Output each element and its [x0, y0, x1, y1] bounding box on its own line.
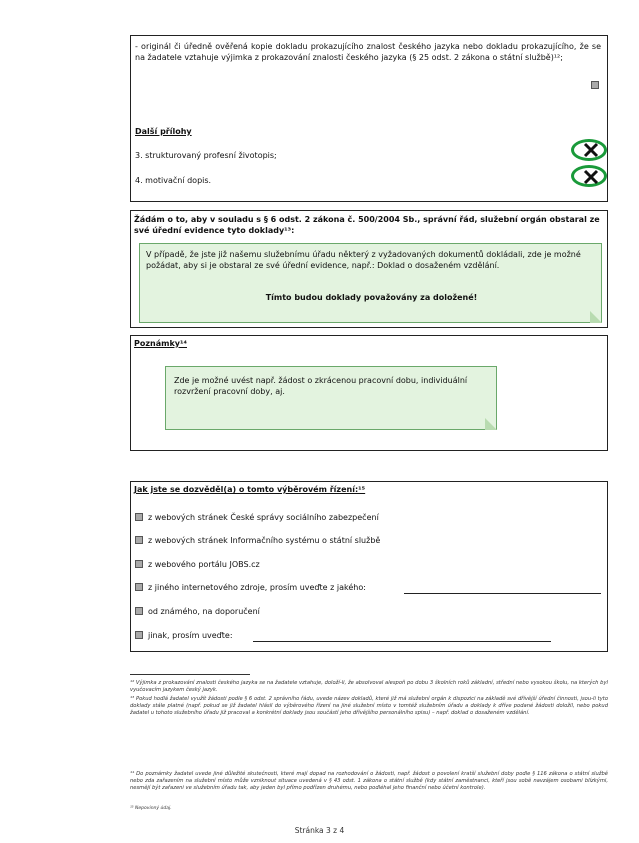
request-hint-note — [139, 243, 602, 323]
checkbox[interactable] — [135, 560, 143, 568]
checkbox[interactable] — [135, 583, 143, 591]
checkbox[interactable] — [135, 607, 143, 615]
footnote-14: ¹⁴ Do poznámky žadatel uvede jiné důležité skutečnosti, které mají dopad na rozhodování o žádosti, např. žádost o povolení kratší služební doby podle § 116 zákona o státní službě nebo zda zařazením na služební místo může vzniknout situace uvedená v § 43 odst. 1 zákona o státní službě (kdy státní zaměstnanci, kteří jsou sobě navzájem osobami blízkými, nesmějí být zařazeni ve služebním úřadu tak, aby jeden byl přímo podřízen druhému, nebo podléhal jeho finanční nebo účetní kontrole). — [130, 771, 608, 791]
checkbox[interactable] — [135, 536, 143, 544]
footnote-separator — [130, 674, 250, 675]
source-heading: Jak jste se dozvěděl(a) o tomto výběrovém řízení:¹⁵ — [134, 485, 366, 494]
source-section — [130, 481, 608, 652]
source-option-other-web[interactable]: z jiného internetového zdroje, prosím uveďte z jakého: — [135, 582, 366, 593]
notes-hint-text: Zde je možné uvést např. žádost o zkrácenou pracovní dobu, individuální rozvržení pracovní doby, aj. — [174, 376, 468, 396]
attachment-item-4: 4. motivační dopis. — [135, 176, 212, 185]
source-option-jobs[interactable]: z webového portálu JOBS.cz — [135, 559, 260, 570]
attachments-heading: Další přílohy — [135, 127, 192, 136]
source-option-isss[interactable]: z webových stránek Informačního systému o státní službě — [135, 535, 380, 546]
notes-heading: Poznámky¹⁴ — [134, 339, 187, 348]
notes-hint-note — [165, 366, 497, 430]
checked-x-icon — [583, 169, 599, 185]
checkbox[interactable] — [135, 513, 143, 521]
source-option-recommendation[interactable]: od známého, na doporučení — [135, 606, 260, 617]
request-heading: Žádám o to, aby v souladu s § 6 odst. 2 zákona č. 500/2004 Sb., správní řád, služební orgán obstaral ze své úřední evidence tyto doklady¹³: — [134, 215, 600, 235]
checked-x-icon — [583, 142, 599, 158]
attachment-item-3: 3. strukturovaný profesní životopis; — [135, 151, 277, 160]
language-doc-text: - originál či úředně ověřená kopie dokladu prokazujícího znalost českého jazyka nebo dokladu prokazujícího, že se na žadatele vztahuje výjimka z prokazování znalosti českého jazyka (§ 25 odst. 2 zákona o státní službě)¹²; — [135, 42, 601, 62]
prilohy-section — [130, 35, 608, 202]
other-fill-line[interactable] — [253, 641, 551, 642]
other-web-fill-line[interactable] — [404, 593, 601, 594]
notes-section — [130, 335, 608, 451]
request-section — [130, 210, 608, 328]
footnote-12: ¹² Výjimka z prokazování znalosti českého jazyka se na žadatele vztahuje, doloží-li, že absolvoval alespoň po dobu 3 školních roků základní, střední nebo vysokou školu, na kterých byl vyučovacím jazykem český jazyk. — [130, 680, 608, 693]
footnote-15: ¹⁵ Nepovinný údaj. — [130, 806, 172, 811]
checkbox[interactable] — [135, 631, 143, 639]
request-hint-bold: Tímto budou doklady považovány za doložené! — [265, 293, 478, 302]
note-fold-icon — [590, 311, 602, 323]
request-hint-text: V případě, že jste již našemu služebnímu úřadu některý z vyžadovaných dokumentů dokládali, zde je možné požádat, aby si je obstaral ze své úřední evidence, např.: Doklad o dosaženém vzdělání. — [146, 250, 581, 270]
note-fold-icon — [485, 418, 497, 430]
footnote-13: ¹³ Pokud hodlá žadatel využít žádosti podle § 6 odst. 2 správního řádu, uvede název dokladů, které již má služební orgán k dispozici na základě své dřívější úřední činnosti, jsou-li tyto doklady stále platné (např. pokud se již žadatel hlásil do výběrového řízení na jiné služební místo v tomtéž služebním úřadu a doklady k dříve podané žádosti doložil, nebo pokud žadatel u tohoto služebního úřadu již pracoval a konkrétní doklady jsou součástí jeho dřívějšího personálního spisu) – např. doklad o dosaženém vzdělání. — [130, 696, 608, 716]
source-option-cssz[interactable]: z webových stránek České správy sociálního zabezpečení — [135, 512, 379, 523]
page-number: Stránka 3 z 4 — [294, 826, 345, 835]
source-option-other[interactable]: jinak, prosím uveďte: — [135, 630, 233, 641]
language-doc-checkbox[interactable] — [591, 81, 599, 89]
